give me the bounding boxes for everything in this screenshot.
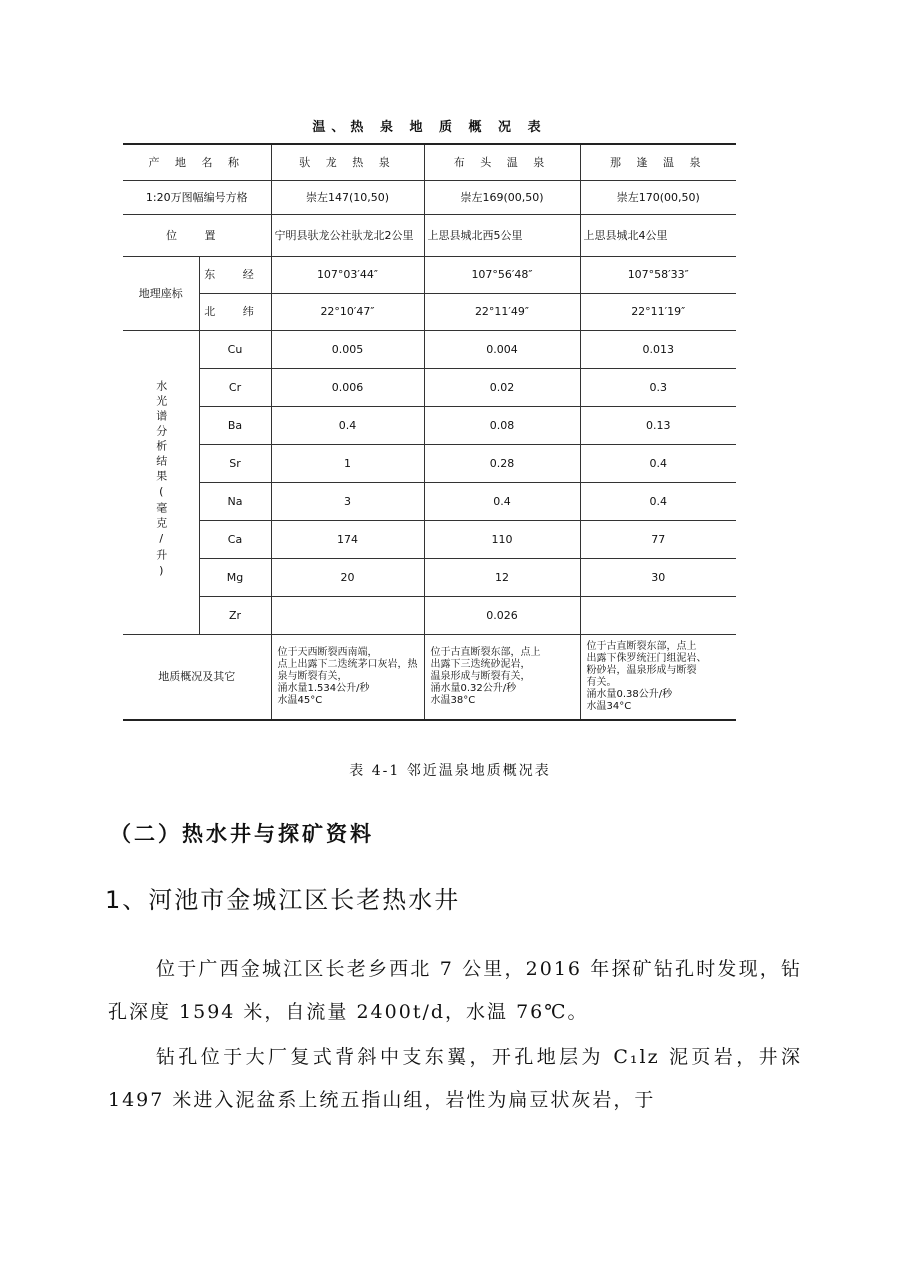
table-row (123, 214, 736, 256)
value-cell: 3 (271, 482, 424, 520)
value-cell: 30 (580, 558, 736, 596)
location-cell: 上思县城北4公里 (580, 214, 736, 256)
table-row (123, 330, 736, 368)
table-row (123, 256, 736, 293)
value-cell: 0.13 (580, 406, 736, 444)
spectral-label: 水光谱分析结果(毫克/升) (154, 380, 168, 581)
value-cell: 0.005 (271, 330, 424, 368)
table-row (123, 293, 736, 330)
table-title: 温、热 泉 地 质 概 况 表 (312, 120, 547, 135)
spring-name: 驮 龙 热 泉 (271, 144, 424, 180)
table-row (123, 596, 736, 634)
value-cell: 0.08 (424, 406, 580, 444)
value-cell: 0.4 (580, 444, 736, 482)
table-row (123, 634, 736, 720)
spectral-label-cell (123, 330, 199, 634)
value-cell: 110 (424, 520, 580, 558)
subsection-heading: 1、河池市金城江区长老热水井 (105, 886, 461, 914)
value-cell: 174 (271, 520, 424, 558)
geology-notes: 位于古直断裂东部，点上 出露下三迭统砂泥岩， 温泉形成与断裂有关， 涌水量0.32公升/秒 水温38°C (424, 634, 580, 720)
table-row (123, 444, 736, 482)
value-cell: 0.4 (424, 482, 580, 520)
body-paragraph: 位于广西金城江区长老乡西北 7 公里，2016 年探矿钻孔时发现，钻孔深度 1594 米，自流量 2400t/d，水温 76℃。 (108, 958, 802, 1023)
value-cell: 0.4 (271, 406, 424, 444)
table-row (123, 406, 736, 444)
section-heading: （二）热水井与探矿资料 (110, 822, 374, 846)
element-label: Ba (199, 406, 271, 444)
table-row (123, 482, 736, 520)
value-cell: 0.02 (424, 368, 580, 406)
location-label: 位 置 (123, 214, 271, 256)
value-cell (271, 596, 424, 634)
map-cell: 崇左147(10,50) (271, 180, 424, 214)
table-row (123, 368, 736, 406)
table-row (123, 180, 736, 214)
value-cell: 0.026 (424, 596, 580, 634)
element-label: Ca (199, 520, 271, 558)
coord-cell: 107°58′33″ (580, 256, 736, 293)
table-row (123, 144, 736, 180)
value-cell: 0.006 (271, 368, 424, 406)
value-cell: 0.3 (580, 368, 736, 406)
value-cell: 0.013 (580, 330, 736, 368)
geology-table-figure (123, 113, 736, 721)
table-row (123, 520, 736, 558)
value-cell: 0.28 (424, 444, 580, 482)
map-label: 1:20万图幅编号方格 (123, 180, 271, 214)
coord-cell: 22°10′47″ (271, 293, 424, 330)
value-cell: 12 (424, 558, 580, 596)
element-label: Na (199, 482, 271, 520)
location-cell: 上思县城北西5公里 (424, 214, 580, 256)
value-cell: 0.4 (580, 482, 736, 520)
value-cell: 77 (580, 520, 736, 558)
east-label: 东 经 (199, 256, 271, 293)
coord-cell: 107°56′48″ (424, 256, 580, 293)
value-cell: 1 (271, 444, 424, 482)
map-cell: 崇左169(00,50) (424, 180, 580, 214)
value-cell (580, 596, 736, 634)
geology-notes: 位于天西断裂西南端， 点上出露下二迭统茅口灰岩，热泉与断裂有关， 涌水量1.534公升/秒 水温45°C (271, 634, 424, 720)
north-label: 北 纬 (199, 293, 271, 330)
coord-cell: 22°11′49″ (424, 293, 580, 330)
geology-label: 地质概况及其它 (123, 634, 271, 720)
spring-name: 布 头 温 泉 (424, 144, 580, 180)
coords-label: 地理座标 (123, 256, 199, 330)
value-cell: 0.004 (424, 330, 580, 368)
value-cell: 20 (271, 558, 424, 596)
element-label: Zr (199, 596, 271, 634)
location-cell: 宁明县驮龙公社驮龙北2公里 (271, 214, 424, 256)
table-row (123, 558, 736, 596)
element-label: Sr (199, 444, 271, 482)
table-caption: 表 4-1 邻近温泉地质概况表 (349, 763, 551, 779)
element-label: Mg (199, 558, 271, 596)
element-label: Cr (199, 368, 271, 406)
geology-notes: 位于古直断裂东部，点上 出露下侏罗统汪门组泥岩、 粉砂岩，温泉形成与断裂 有关。 涌水量0.38公升/秒 水温34°C (580, 634, 736, 720)
element-label: Cu (199, 330, 271, 368)
hot-spring-table (123, 143, 736, 721)
coord-cell: 107°03′44″ (271, 256, 424, 293)
body-paragraph: 钻孔位于大厂复式背斜中支东翼，开孔地层为 C₁lz 泥页岩，井深 1497 米进入泥盆系上统五指山组，岩性为扁豆状灰岩，于 (108, 1046, 802, 1111)
spring-name: 那 逢 温 泉 (580, 144, 736, 180)
map-cell: 崇左170(00,50) (580, 180, 736, 214)
header-label: 产 地 名 称 (123, 144, 271, 180)
coord-cell: 22°11′19″ (580, 293, 736, 330)
